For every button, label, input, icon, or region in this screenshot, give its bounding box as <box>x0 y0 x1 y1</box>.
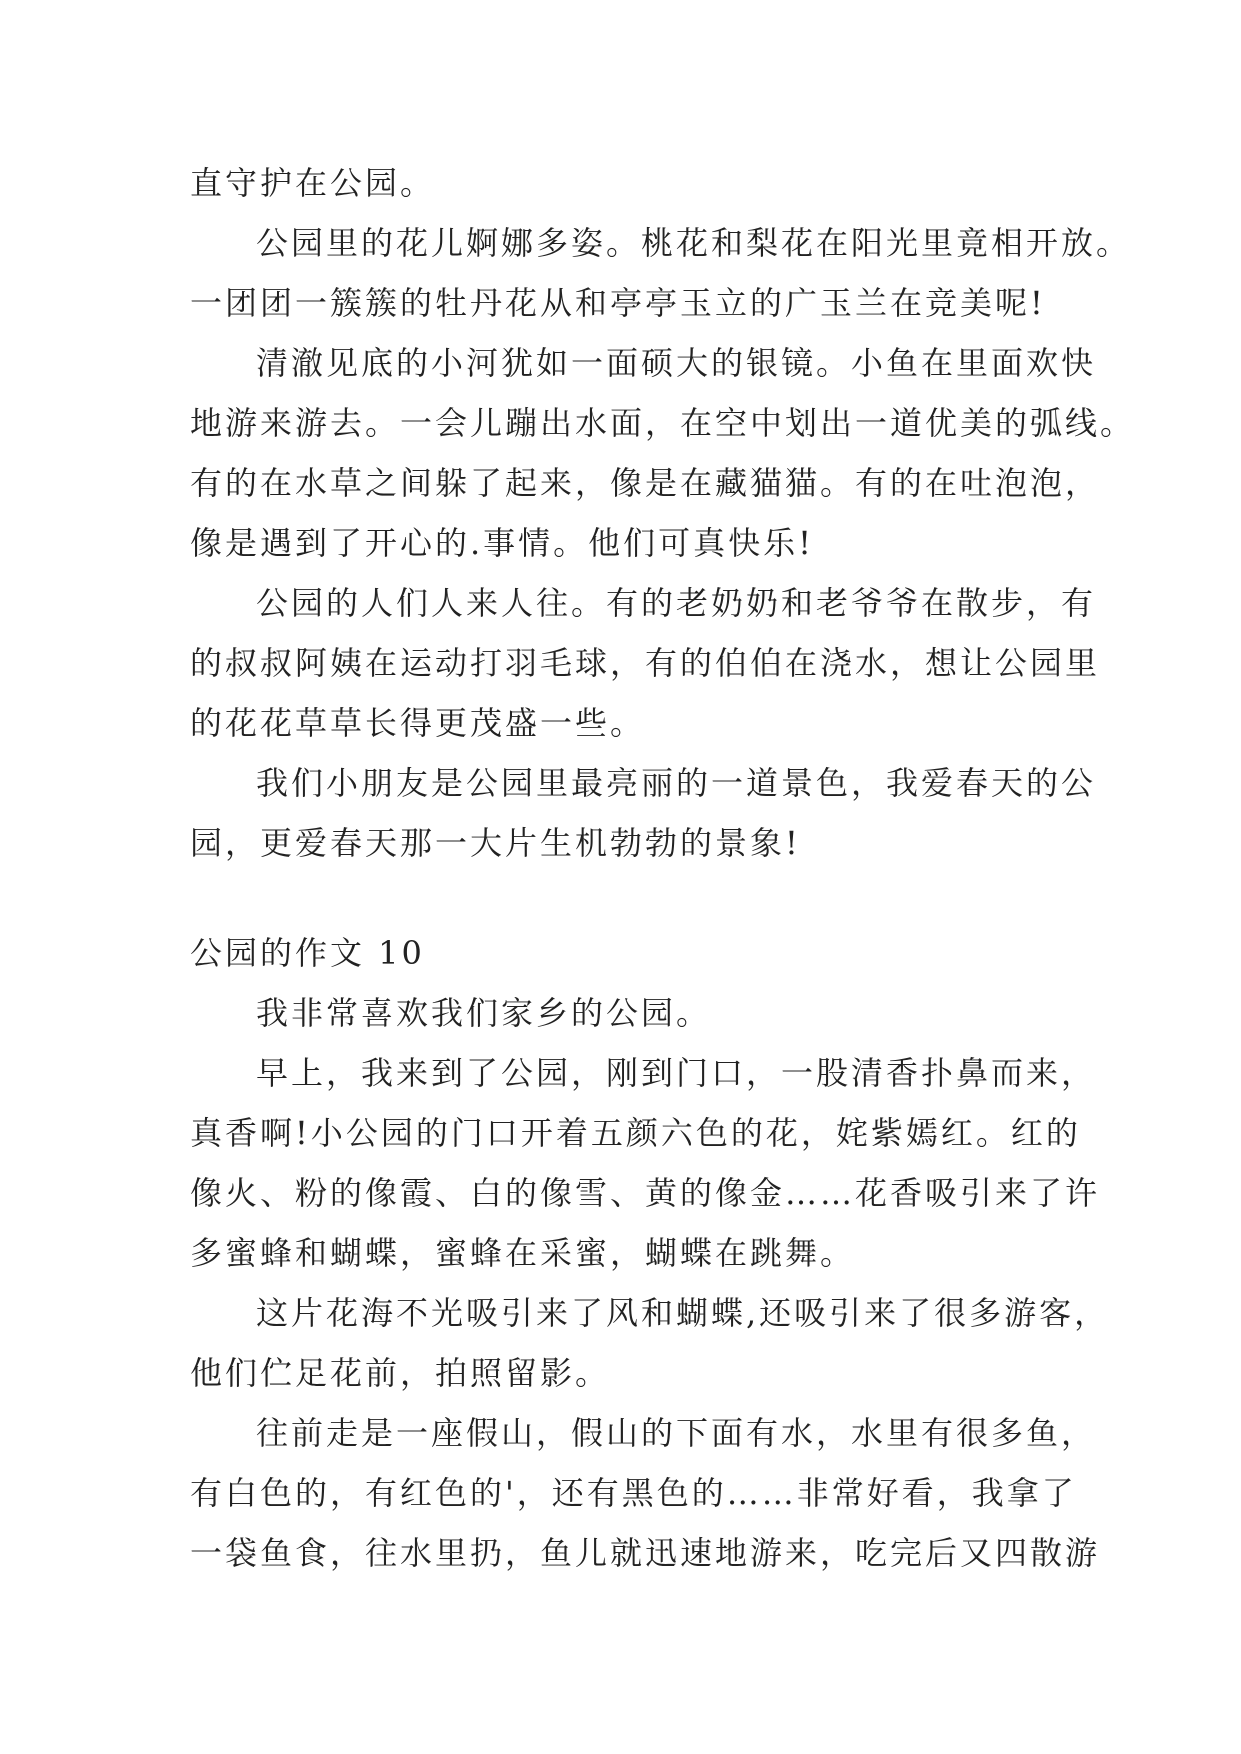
paragraph-line: 的叔叔阿姨在运动打羽毛球，有的伯伯在浇水，想让公园里 <box>190 644 1101 682</box>
paragraph-line: 我们小朋友是公园里最亮丽的一道景色，我爱春天的公 <box>256 764 1097 802</box>
paragraph-line: 有的在水草之间躲了起来，像是在藏猫猫。有的在吐泡泡， <box>190 464 1101 502</box>
paragraph-line: 我非常喜欢我们家乡的公园。 <box>256 994 712 1032</box>
paragraph-line: 像火、粉的像霞、白的像雪、黄的像金……花香吸引来了许 <box>190 1174 1101 1212</box>
paragraph-line: 公园里的花儿婀娜多姿。桃花和梨花在阳光里竟相开放。 <box>256 224 1132 262</box>
paragraph-line: 公园的人们人来人往。有的老奶奶和老爷爷在散步，有 <box>256 584 1097 622</box>
paragraph-line: 有白色的，有红色的'，还有黑色的……非常好看，我拿了 <box>190 1474 1077 1512</box>
paragraph-line: 地游来游去。一会儿蹦出水面，在空中划出一道优美的弧线。 <box>190 404 1136 442</box>
paragraph-line: 真香啊!小公园的门口开着五颜六色的花，姹紫嫣红。红的 <box>190 1114 1081 1152</box>
paragraph-line: 一团团一簇簇的牡丹花从和亭亭玉立的广玉兰在竞美呢! <box>190 284 1046 322</box>
paragraph-line: 像是遇到了开心的.事情。他们可真快乐! <box>190 524 815 562</box>
paragraph-line: 多蜜蜂和蝴蝶，蜜蜂在采蜜，蝴蝶在跳舞。 <box>190 1234 856 1272</box>
section-heading: 公园的作文 10 <box>190 934 425 972</box>
paragraph-line: 这片花海不光吸引来了风和蝴蝶,还吸引来了很多游客， <box>256 1294 1110 1332</box>
paragraph-line: 一袋鱼食，往水里扔，鱼儿就迅速地游来，吃完后又四散游 <box>190 1534 1101 1572</box>
paragraph-line: 他们伫足花前，拍照留影。 <box>190 1354 611 1392</box>
paragraph-line: 的花花草草长得更茂盛一些。 <box>190 704 646 742</box>
paragraph-line: 早上，我来到了公园，刚到门口，一股清香扑鼻而来， <box>256 1054 1097 1092</box>
paragraph-line: 往前走是一座假山，假山的下面有水，水里有很多鱼， <box>256 1414 1097 1452</box>
paragraph-line: 园，更爱春天那一大片生机勃勃的景象! <box>190 824 801 862</box>
paragraph-line: 直守护在公园。 <box>190 164 436 202</box>
paragraph-line: 清澈见底的小河犹如一面硕大的银镜。小鱼在里面欢快 <box>256 344 1097 382</box>
